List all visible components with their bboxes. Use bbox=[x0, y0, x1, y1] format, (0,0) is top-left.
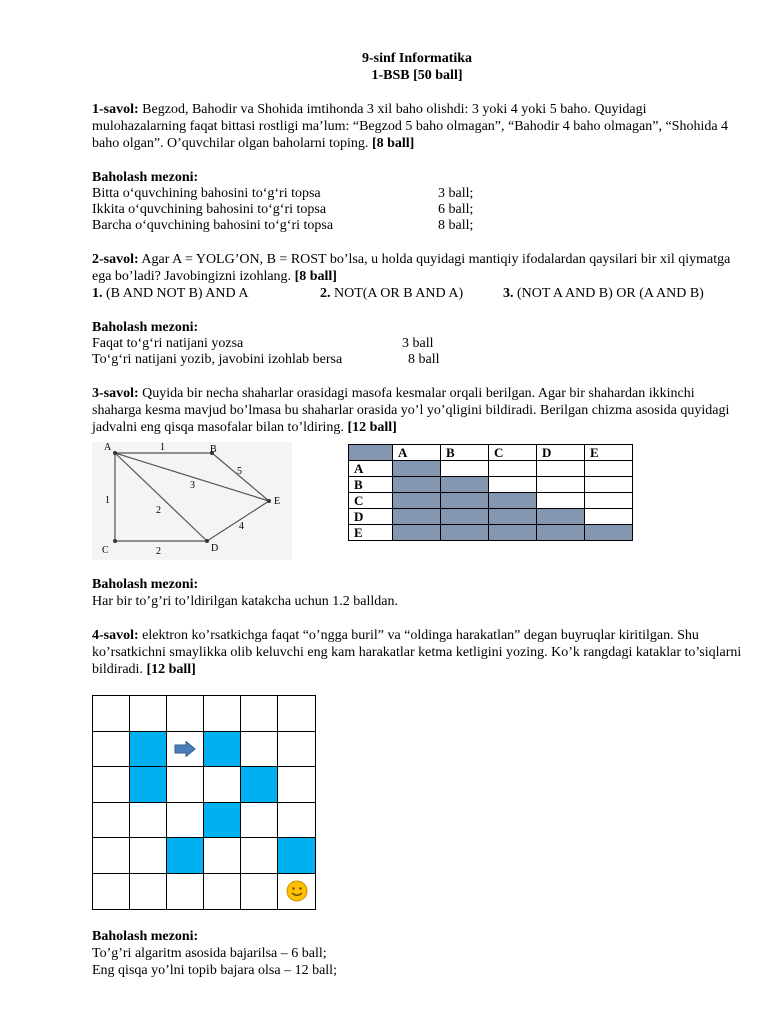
document-title: 9-sinf Informatika bbox=[361, 51, 473, 66]
column-header: C bbox=[489, 445, 537, 461]
answer-cell[interactable] bbox=[489, 461, 537, 477]
grid-cell bbox=[278, 732, 315, 768]
q2-criterion: To‘g‘ri natijani yozib, javobini izohlab bersa 8 ball bbox=[92, 352, 440, 367]
q3-criterion: Har bir to’g’ri to’ldirilgan katakcha uchun 1.2 balldan. bbox=[92, 594, 398, 609]
q4-criteria-title: Baholash mezoni: bbox=[92, 929, 199, 944]
grid-cell bbox=[241, 803, 278, 839]
distance-table bbox=[348, 444, 633, 541]
obstacle-cell bbox=[130, 767, 167, 803]
grid-cell bbox=[93, 838, 130, 874]
q2-option: 1. (B AND NOT B) AND A bbox=[92, 286, 249, 301]
q3-figures bbox=[92, 442, 742, 562]
grid-cell bbox=[167, 696, 204, 732]
table-row bbox=[349, 461, 633, 477]
q2-option: 3. (NOT A AND B) OR (A AND B) bbox=[503, 286, 704, 301]
grid-cell bbox=[241, 732, 278, 768]
node-label-a: A bbox=[104, 442, 112, 453]
grid-cell bbox=[204, 696, 241, 732]
distance-graph bbox=[92, 442, 292, 560]
table-row bbox=[349, 525, 633, 541]
q1-criterion: Ikkita o‘quvchining bahosini to‘g‘ri topsa 6 ball; bbox=[92, 202, 474, 217]
grid-cell bbox=[278, 803, 315, 839]
column-header: E bbox=[585, 445, 633, 461]
obstacle-cell bbox=[241, 767, 278, 803]
grid-cell bbox=[93, 767, 130, 803]
edge-weight: 1 bbox=[160, 442, 165, 453]
row-header: D bbox=[349, 509, 393, 525]
grid-cell bbox=[167, 874, 204, 910]
q4-criterion: To’g’ri algaritm asosida bajarilsa – 6 ball; bbox=[92, 946, 327, 961]
grid-cell bbox=[93, 803, 130, 839]
column-header: A bbox=[393, 445, 441, 461]
maze-grid bbox=[92, 695, 316, 910]
q4-criterion: Eng qisqa yo’lni topib bajara olsa – 12 ball; bbox=[92, 963, 337, 978]
shaded-cell bbox=[489, 493, 537, 509]
row-header: B bbox=[349, 477, 393, 493]
grid-cell bbox=[130, 838, 167, 874]
q1-criterion: Barcha o‘quvchining bahosini to‘g‘ri topsa 8 ball; bbox=[92, 218, 474, 233]
row-header: C bbox=[349, 493, 393, 509]
shaded-cell bbox=[441, 509, 489, 525]
table-row bbox=[349, 493, 633, 509]
grid-cell bbox=[93, 874, 130, 910]
node-label-b: B bbox=[210, 444, 217, 455]
shaded-cell bbox=[585, 525, 633, 541]
grid-cell bbox=[241, 696, 278, 732]
answer-cell[interactable] bbox=[489, 477, 537, 493]
grid-cell bbox=[130, 874, 167, 910]
answer-cell[interactable] bbox=[585, 461, 633, 477]
row-header: E bbox=[349, 525, 393, 541]
obstacle-cell bbox=[278, 838, 315, 874]
row-header: A bbox=[349, 461, 393, 477]
grid-cell bbox=[278, 767, 315, 803]
arrow-right-icon bbox=[174, 741, 196, 757]
answer-cell[interactable] bbox=[441, 461, 489, 477]
q2-options bbox=[92, 285, 742, 302]
edge-weight: 1 bbox=[105, 495, 110, 506]
obstacle-cell bbox=[204, 803, 241, 839]
grid-cell bbox=[167, 803, 204, 839]
grid-cell bbox=[130, 696, 167, 732]
grid-cell bbox=[93, 732, 130, 768]
document-subtitle: 1-BSB [50 ball] bbox=[371, 68, 463, 83]
grid-cell bbox=[93, 696, 130, 732]
grid-cell bbox=[130, 803, 167, 839]
shaded-cell bbox=[441, 477, 489, 493]
shaded-cell bbox=[393, 493, 441, 509]
question-3: 3-savol: Quyida bir necha shaharlar orasidagi masofa kesmalar orqali berilgan. Agar bir shahardan ikkinchi shaharga kesma mavjud bo’lmasa bu shaharlar orasida yo’l yo’qligini bildiradi. Berilgan chizma asosida quyidagi jadvalni eng qisqa masofalar bilan to’ldiring. [12 ball] bbox=[92, 386, 730, 435]
edge-weight: 3 bbox=[190, 480, 195, 491]
q1-criterion: Bitta o‘quvchining bahosini to‘g‘ri topsa 3 ball; bbox=[92, 186, 474, 201]
edge-weight: 4 bbox=[239, 521, 244, 532]
smiley-icon bbox=[286, 880, 308, 902]
shaded-cell bbox=[393, 509, 441, 525]
shaded-cell bbox=[489, 509, 537, 525]
shaded-cell bbox=[441, 493, 489, 509]
grid-cell bbox=[278, 696, 315, 732]
obstacle-cell bbox=[130, 732, 167, 768]
grid-cell bbox=[204, 767, 241, 803]
shaded-cell bbox=[393, 477, 441, 493]
grid-cell bbox=[204, 874, 241, 910]
grid-cell bbox=[204, 838, 241, 874]
table-row bbox=[349, 477, 633, 493]
obstacle-cell bbox=[167, 838, 204, 874]
table-row bbox=[349, 509, 633, 525]
grid-cell bbox=[167, 732, 204, 768]
question-4: 4-savol: elektron ko’rsatkichga faqat “o’ngga buril” va “oldinga harakatlan” degan buyruqlar kiritilgan. Shu ko’rsatkichni smaylikka olib keluvchi eng kam harakatlar ketma ketligini yozing. Ko’k rangdagi kataklar to’siqlarni bildiradi. [12 ball] bbox=[92, 628, 742, 677]
shaded-cell bbox=[537, 509, 585, 525]
edge-weight: 2 bbox=[156, 505, 161, 516]
shaded-cell bbox=[393, 461, 441, 477]
q2-criteria-title: Baholash mezoni: bbox=[92, 320, 199, 335]
grid-cell bbox=[278, 874, 315, 910]
answer-cell[interactable] bbox=[585, 509, 633, 525]
edge-weight: 2 bbox=[156, 546, 161, 557]
answer-cell[interactable] bbox=[537, 477, 585, 493]
node-label-e: E bbox=[274, 496, 281, 507]
q1-criteria-title: Baholash mezoni: bbox=[92, 170, 199, 185]
grid-cell bbox=[241, 838, 278, 874]
shaded-cell bbox=[393, 525, 441, 541]
table-corner bbox=[349, 445, 393, 461]
shaded-cell bbox=[489, 525, 537, 541]
q3-criteria-title: Baholash mezoni: bbox=[92, 577, 199, 592]
node-label-d: D bbox=[211, 543, 219, 554]
answer-cell[interactable] bbox=[585, 477, 633, 493]
grid-cell bbox=[241, 874, 278, 910]
node-label-c: C bbox=[102, 545, 109, 556]
column-header: D bbox=[537, 445, 585, 461]
question-2: 2-savol: Agar A = YOLG’ON, B = ROST bo’lsa, u holda quyidagi mantiqiy ifodalardan qaysilari bir xil qiymatga ega bo’ladi? Javobingizni izohlang. [8 ball] bbox=[92, 252, 731, 284]
edge-weight: 5 bbox=[237, 466, 242, 477]
shaded-cell bbox=[537, 525, 585, 541]
question-1: 1-savol: Begzod, Bahodir va Shohida imtihonda 3 xil baho olishdi: 3 yoki 4 yoki 5 baho. Quyidagi mulohazalarning faqat bittasi rostligi ma’lum: “Begzod 5 baho olmagan”, “Bahodir 4 baho olmagan”, “Shohida 4 baho olgan”. O’quvchilar olgan baholarni toping. [8 ball] bbox=[92, 102, 729, 151]
column-header: B bbox=[441, 445, 489, 461]
answer-cell[interactable] bbox=[585, 493, 633, 509]
q2-option: 2. NOT(A OR B AND A) bbox=[320, 286, 464, 301]
answer-cell[interactable] bbox=[537, 493, 585, 509]
answer-cell[interactable] bbox=[537, 461, 585, 477]
document-page bbox=[92, 50, 742, 979]
table-header-row bbox=[349, 445, 633, 461]
q2-criterion: Faqat to‘g‘ri natijani yozsa 3 ball bbox=[92, 336, 434, 351]
grid-cell bbox=[167, 767, 204, 803]
shaded-cell bbox=[441, 525, 489, 541]
obstacle-cell bbox=[204, 732, 241, 768]
